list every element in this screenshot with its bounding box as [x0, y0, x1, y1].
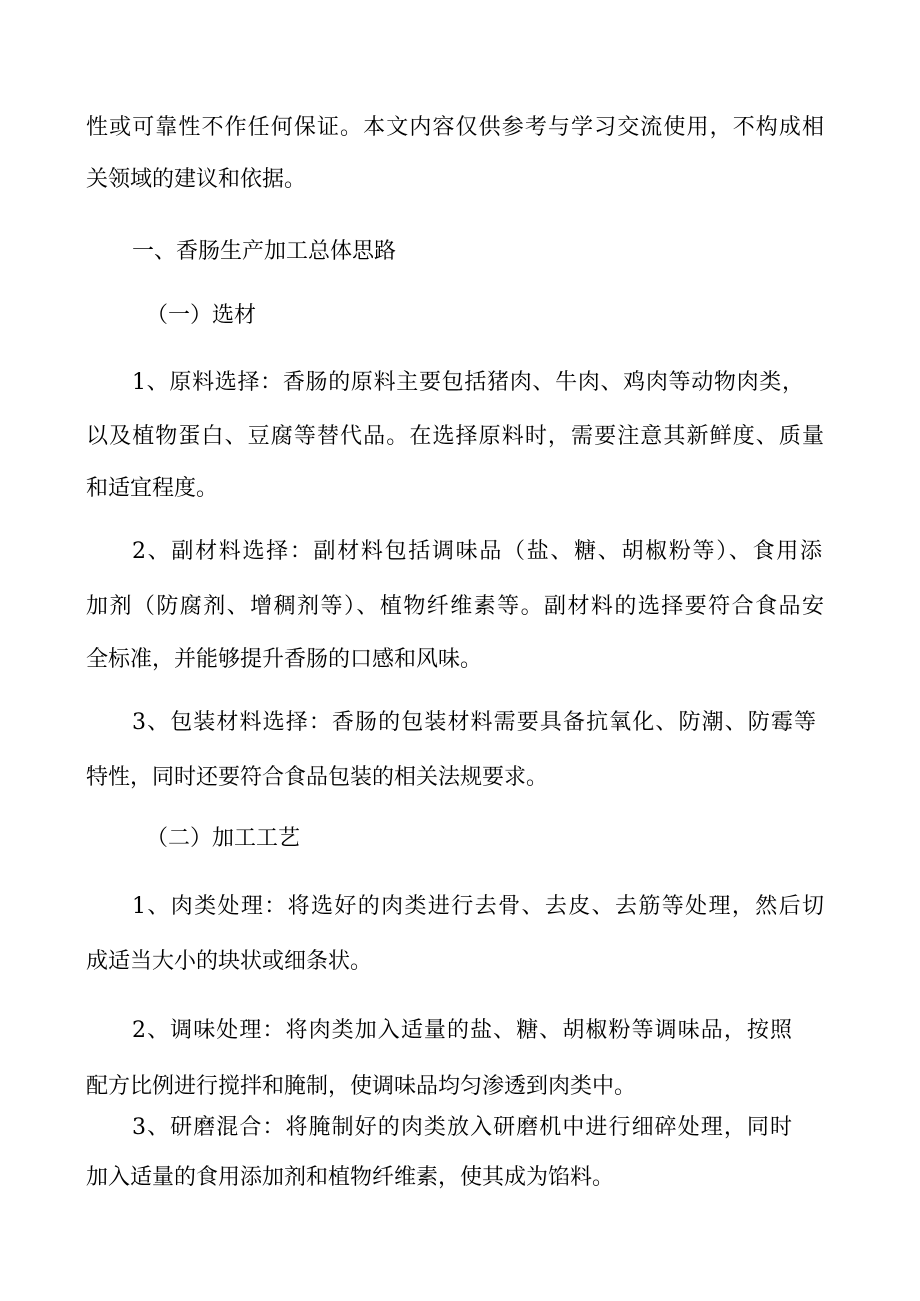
text-line: 和适宜程度。: [86, 476, 219, 501]
text-line: 配方比例进行搅拌和腌制，使调味品均匀渗透到肉类中。: [86, 1074, 637, 1099]
text-line: 2、副材料选择：副材料包括调味品（盐、糖、胡椒粉等）、食用添: [132, 539, 822, 564]
text-line: 1、原料选择：香肠的原料主要包括猪肉、牛肉、鸡肉等动物肉类，: [132, 370, 804, 395]
subsection-heading: （一）选材: [146, 303, 257, 328]
text-line: 加剂（防腐剂、增稠剂等）、植物纤维素等。副材料的选择要符合食品安: [86, 594, 824, 619]
text-line: 3、包装材料选择：香肠的包装材料需要具备抗氧化、防潮、防霉等: [132, 710, 816, 735]
text-line: 全标准，并能够提升香肠的口感和风味。: [86, 647, 483, 672]
text-line: 特性，同时还要符合食品包装的相关法规要求。: [86, 765, 549, 790]
text-line: 1、肉类处理：将选好的肉类进行去骨、去皮、去筋等处理，然后切: [132, 894, 824, 919]
section-heading: 一、香肠生产加工总体思路: [132, 239, 397, 264]
text-line: 以及植物蛋白、豆腐等替代品。在选择原料时，需要注意其新鲜度、质量: [86, 424, 824, 449]
text-line: 加入适量的食用添加剂和植物纤维素，使其成为馅料。: [86, 1165, 615, 1190]
text-line: 3、研磨混合：将腌制好的肉类放入研磨机中进行细碎处理，同时: [132, 1115, 792, 1140]
text-line: 性或可靠性不作任何保证。本文内容仅供参考与学习交流使用，不构成相: [86, 115, 824, 140]
subsection-heading: （二）加工工艺: [146, 826, 301, 851]
text-line: 成适当大小的块状或细条状。: [86, 949, 373, 974]
text-line: 关领域的建议和依据。: [86, 167, 307, 192]
text-line: 2、调味处理：将肉类加入适量的盐、糖、胡椒粉等调味品，按照: [132, 1018, 792, 1043]
